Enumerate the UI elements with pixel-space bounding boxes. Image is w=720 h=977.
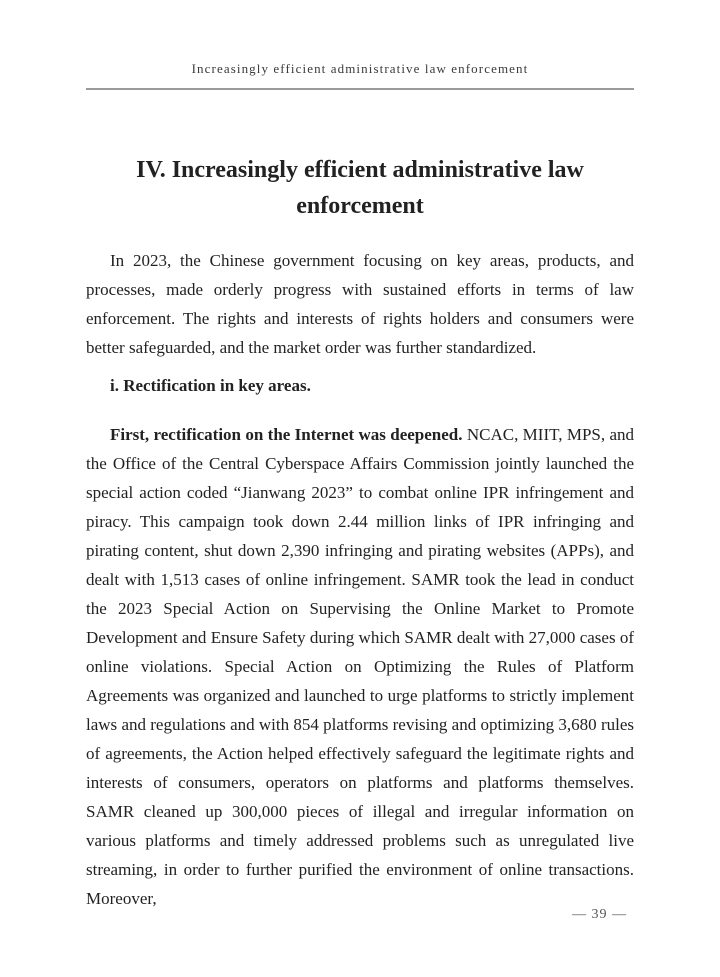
section-body — [86, 420, 634, 913]
header-divider — [86, 88, 634, 90]
intro-paragraph: In 2023, the Chinese government focusing on key areas, products, and processes, made orderly progress with sustained efforts in terms of law enforcement. The rights and interests of rights holders and consumers were better safeguarded, and the market order was further standardized. — [86, 251, 634, 357]
paragraph-lead: First, rectification on the Internet was deepened. — [110, 425, 463, 444]
chapter-title: IV. Increasingly efficient administrative law enforcement — [136, 157, 584, 219]
paragraph-text: NCAC, MIIT, MPS, and the Office of the Central Cyberspace Affairs Commission jointly launched the special action coded “Jianwang 2023” to combat online IPR infringement and piracy. This campaign took down 2.44 million links of IPR infringing and pirating content, shut down 2,390 infringing and pirating websites (APPs), and dealt with 1,513 cases of online infringement. SAMR took the lead in conduct the 2023 Special Action on Supervising the Online Market to Promote Development and Ensure Safety during which SAMR dealt with 27,000 cases of online violations. Special Action on Optimizing the Rules of Platform Agreements was organized and launched to urge platforms to strictly implement laws and regulations and with 854 platforms revising and optimizing 3,680 rules of agreements, the Action helped effectively safeguard the legitimate rights and interests of consumers, operators on platforms and platforms themselves. SAMR cleaned up 300,000 pieces of illegal and irregular information on various platforms and timely addressed problems such as unregulated live streaming, in order to further purified the environment of online transactions. Moreover, — [86, 425, 634, 908]
running-header: Increasingly efficient administrative law enforcement — [191, 61, 529, 76]
section-heading: i. Rectification in key areas. — [110, 376, 311, 395]
section-paragraph — [86, 420, 634, 913]
page-number: — 39 — — [572, 907, 627, 922]
intro-section — [86, 246, 634, 362]
